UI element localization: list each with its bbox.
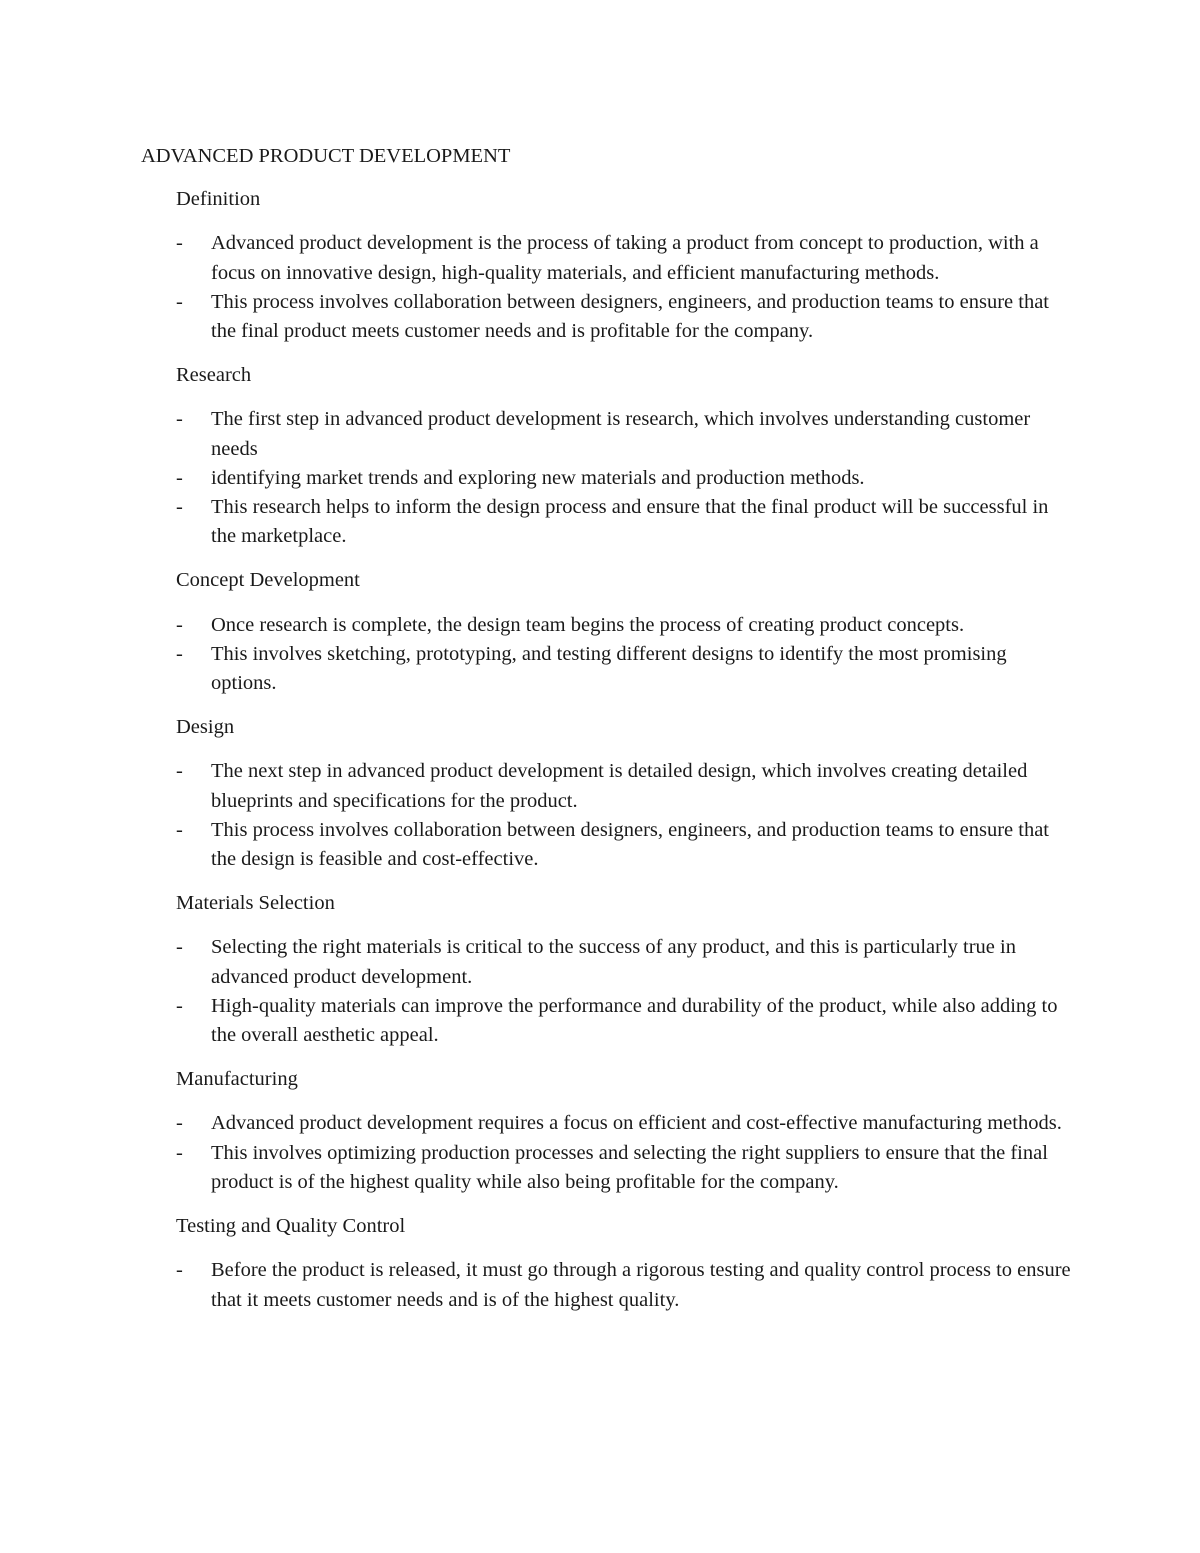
bullet-list <box>176 757 1071 874</box>
bullet-item: - identifying market trends and exploring new materials and production methods. <box>176 464 1071 493</box>
section-definition <box>141 185 1071 346</box>
bullet-item: - This process involves collaboration between designers, engineers, and production teams to ensure that the design is feasible and cost-effective. <box>176 816 1071 874</box>
section-heading: Research <box>176 364 252 387</box>
section-heading: Materials Selection <box>176 892 335 915</box>
bullet-list <box>176 229 1071 346</box>
section-manufacturing <box>141 1065 1071 1197</box>
bullet-item: - Once research is complete, the design team begins the process of creating product concepts. <box>176 611 1071 640</box>
bullet-item: - Selecting the right materials is critical to the success of any product, and this is particularly true in advanced product development. <box>176 933 1071 991</box>
section-heading: Definition <box>176 188 261 211</box>
bullet-list <box>176 611 1071 699</box>
section-concept-development <box>141 566 1071 698</box>
bullet-item: - High-quality materials can improve the performance and durability of the product, while also adding to the overall aesthetic appeal. <box>176 992 1071 1050</box>
bullet-item: - This involves optimizing production processes and selecting the right suppliers to ensure that the final product is of the highest quality while also being profitable for the company. <box>176 1139 1071 1197</box>
section-heading: Concept Development <box>176 569 360 592</box>
bullet-list <box>176 933 1071 1050</box>
section-heading: Manufacturing <box>176 1068 298 1091</box>
section-heading: Testing and Quality Control <box>176 1215 406 1238</box>
bullet-item: - This research helps to inform the design process and ensure that the final product will be successful in the marketplace. <box>176 493 1071 551</box>
bullet-item: - Advanced product development requires a focus on efficient and cost-effective manufacturing methods. <box>176 1109 1071 1138</box>
bullet-list <box>176 405 1071 551</box>
section-design <box>141 713 1071 874</box>
section-testing-and-quality-control <box>141 1212 1071 1315</box>
bullet-item: - The next step in advanced product development is detailed design, which involves creating detailed blueprints and specifications for the product. <box>176 757 1071 815</box>
section-heading: Design <box>176 716 235 739</box>
document-title: ADVANCED PRODUCT DEVELOPMENT <box>141 145 511 167</box>
bullet-list <box>176 1256 1071 1314</box>
section-research <box>141 361 1071 551</box>
section-materials-selection <box>141 889 1071 1050</box>
bullet-item: - Before the product is released, it must go through a rigorous testing and quality control process to ensure that it meets customer needs and is of the highest quality. <box>176 1256 1071 1314</box>
bullet-list <box>176 1109 1071 1197</box>
bullet-item: - This involves sketching, prototyping, and testing different designs to identify the most promising options. <box>176 640 1071 698</box>
document-body <box>141 142 1071 1330</box>
bullet-item: - The first step in advanced product development is research, which involves understanding customer needs <box>176 405 1071 463</box>
bullet-item: - Advanced product development is the process of taking a product from concept to production, with a focus on innovative design, high-quality materials, and efficient manufacturing methods. <box>176 229 1071 287</box>
bullet-item: - This process involves collaboration between designers, engineers, and production teams to ensure that the final product meets customer needs and is profitable for the company. <box>176 288 1071 346</box>
